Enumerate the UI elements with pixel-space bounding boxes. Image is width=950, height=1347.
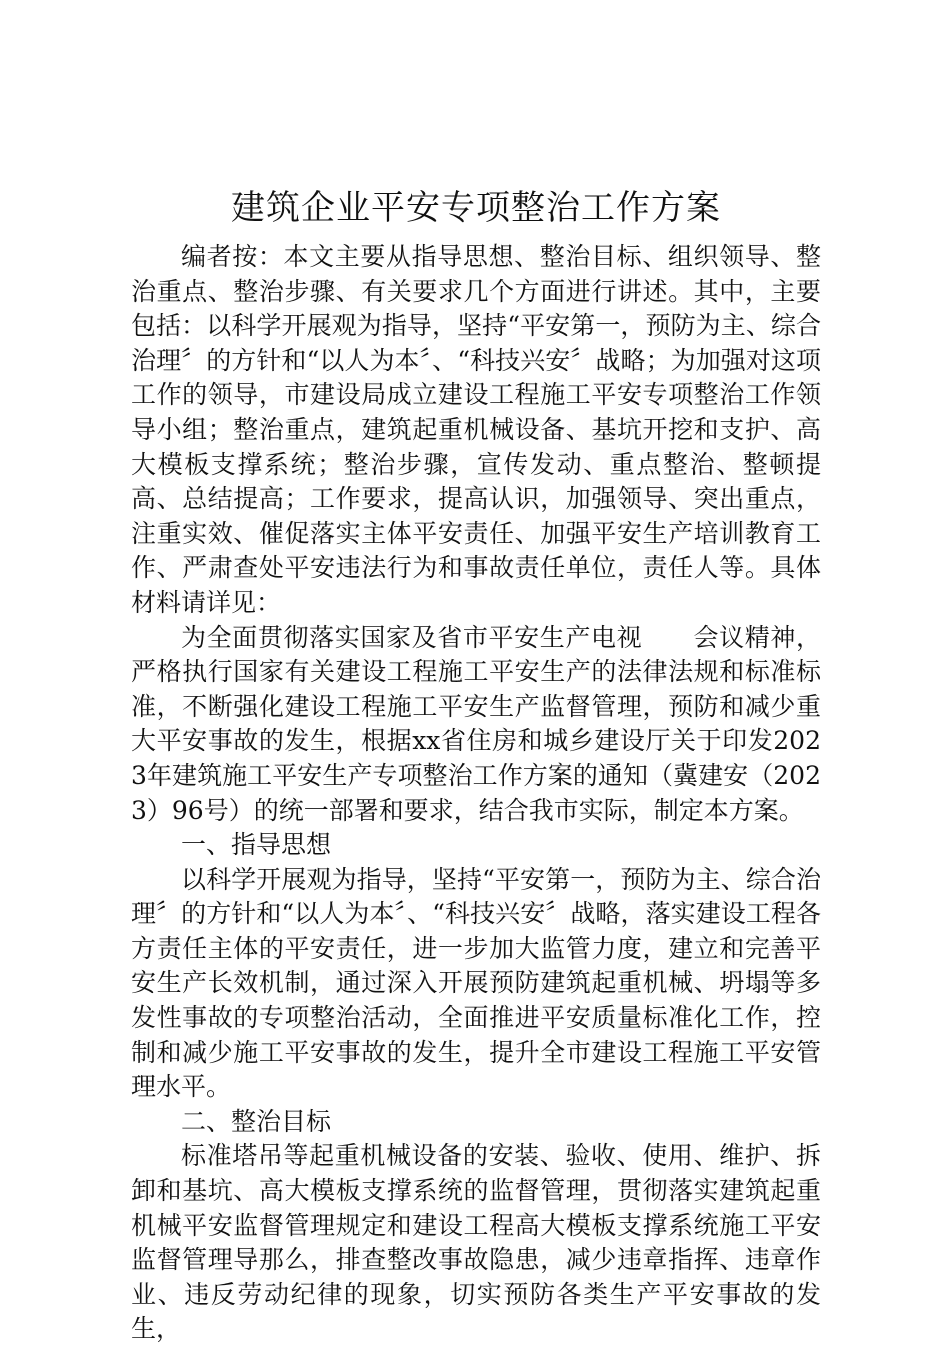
intro-paragraph: 为全面贯彻落实国家及省市平安生产电视 会议精神，严格执行国家有关建设工程施工平安生产的法律法规和标准标准，不断强化建设工程施工平安生产监督管理，预防和减少重大平安事故的发生，根据xx省住房和城乡建设厅关于印发2023年建筑施工平安生产专项整治工作方案的通知（冀建安（2023）96号）的统一部署和要求，结合我市实际，制定本方案。 [131, 622, 821, 825]
editor-note-paragraph: 编者按：本文主要从指导思想、整治目标、组织领导、整治重点、整治步骤、有关要求几个方面进行讲述。其中，主要包括：以科学开展观为指导，坚持“平安第一，预防为主、综合治理〞的方针和“以人为本〞、“科技兴安〞战略；为加强对这项工作的领导，市建设局成立建设工程施工平安专项整治工作领导小组；整治重点，建筑起重机械设备、基坑开挖和支护、高大模板支撑系统；整治步骤，宣传发动、重点整治、整顿提高、总结提高；工作要求，提高认识，加强领导、突出重点，注重实效、催促落实主体平安责任、加强平安生产培训教育工作、严肃查处平安违法行为和事故责任单位，责任人等。具体材料请详见： [131, 242, 821, 617]
section-body-guiding-ideology: 以科学开展观为指导，坚持“平安第一，预防为主、综合治理〞的方针和“以人为本〞、“科技兴安〞战略，落实建设工程各方责任主体的平安责任，进一步加大监管力度，建立和完善平安生产长效机制，通过深入开展预防建筑起重机械、坍塌等多发性事故的专项整治活动，全面推进平安质量标准化工作，控制和减少施工平安事故的发生，提升全市建设工程施工平安管理水平。 [131, 864, 821, 1102]
document-page [131, 182, 821, 1347]
document-title: 建筑企业平安专项整治工作方案 [231, 188, 721, 228]
section-body-targets: 标准塔吊等起重机械设备的安装、验收、使用、维护、拆卸和基坑、高大模板支撑系统的监督管理，贯彻落实建筑起重机械平安监督管理规定和建设工程高大模板支撑系统施工平安监督管理导那么，排查整改事故隐患，减少违章指挥、违章作业、违反劳动纪律的现象，切实预防各类生产平安事故的发生， [131, 1141, 821, 1344]
section-heading-guiding-ideology: 一、指导思想 [181, 830, 332, 860]
section-heading-targets: 二、整治目标 [181, 1106, 332, 1136]
